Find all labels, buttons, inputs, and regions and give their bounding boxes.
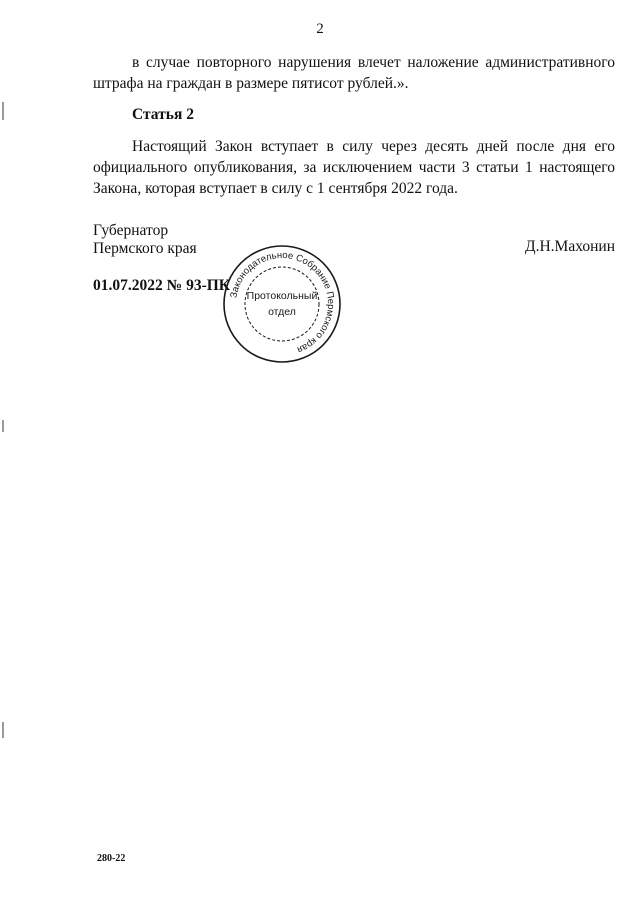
stamp-inner-ring <box>245 267 319 341</box>
signer-role-line-1: Губернатор <box>93 222 169 239</box>
scan-edge-mark <box>2 420 4 432</box>
official-seal-stamp <box>221 243 343 365</box>
stamp-center-line-2: отдел <box>268 306 296 318</box>
signer-role <box>93 222 197 258</box>
signer-role-line-2: Пермского края <box>93 240 197 257</box>
signer-name: Д.Н.Махонин <box>525 238 615 255</box>
stamp-ring-text: Законодательное Собрание Пермского края <box>228 249 337 356</box>
document-code: 280-22 <box>97 853 126 864</box>
paragraph-continuation: в случае повторного нарушения влечет наложение административного штрафа на граждан в размере пятисот рублей.». <box>93 54 615 92</box>
stamp-center-line-1: Протокольный <box>246 290 318 302</box>
scan-edge-mark <box>2 102 4 120</box>
law-date-number: 01.07.2022 № 93-ПК <box>93 277 231 294</box>
article-heading: Статья 2 <box>132 106 194 123</box>
paragraph-article-2: Настоящий Закон вступает в силу через десять дней после дня его официального опубликования, за исключением части 3 статьи 1 настоящего Закона, которая вступает в силу с 1 сентября 2022 года. <box>93 138 615 197</box>
stamp-outer-ring <box>224 246 340 362</box>
page-number: 2 <box>316 21 324 37</box>
scan-edge-mark <box>2 722 4 738</box>
